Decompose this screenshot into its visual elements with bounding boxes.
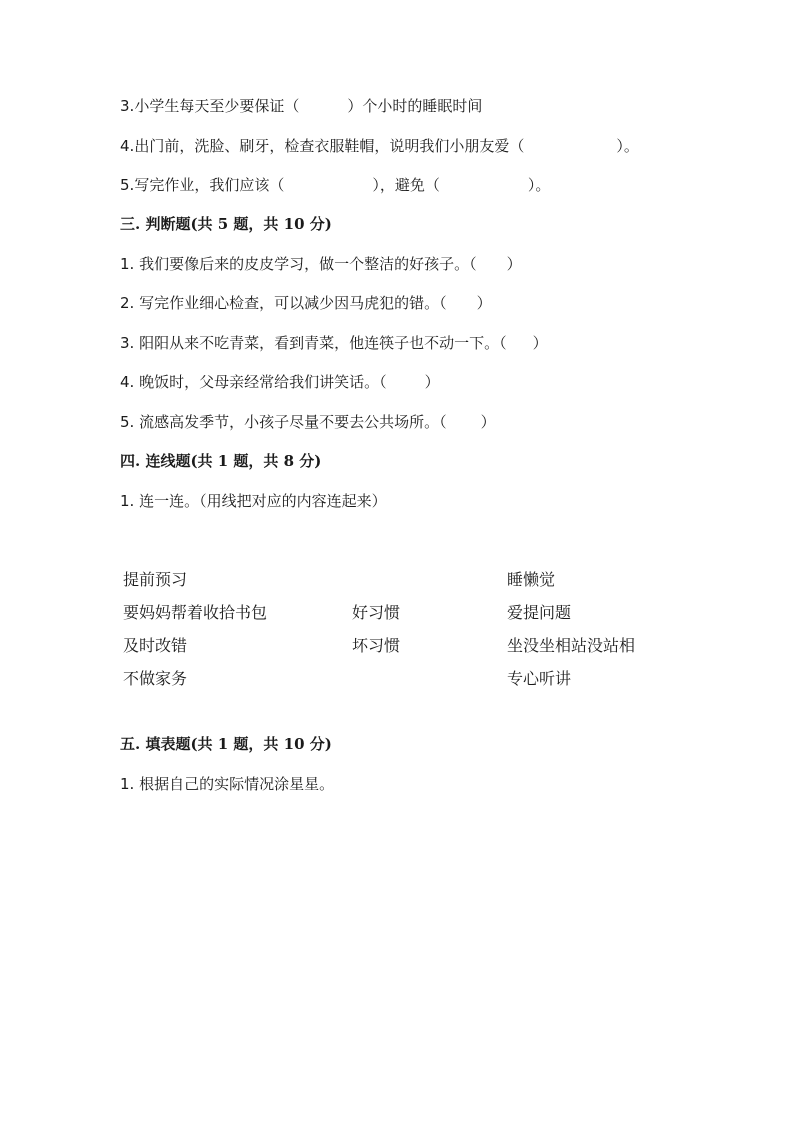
match-right-4[interactable]: 专心听讲	[507, 669, 572, 688]
item-text: 1. 我们要像后来的皮皮学习，做一个整洁的好孩子。（	[120, 255, 477, 273]
section-heading-matching: 四. 连线题(共 1 题，共 8 分)	[120, 452, 322, 470]
item-text: 写完作业，我们应该（	[134, 176, 285, 194]
close-paren: ）	[506, 255, 522, 273]
close-paren: ）	[480, 413, 496, 431]
item-text: ）。	[527, 176, 551, 194]
item-text: 2. 写完作业细心检查，可以减少因马虎犯的错。（	[120, 294, 447, 312]
item-number: 3.	[120, 97, 135, 115]
item-text: 小学生每天至少要保证（	[134, 97, 300, 115]
item-number: 5.	[120, 176, 135, 194]
item-text: ）。	[616, 137, 639, 155]
item-text: ）个小时的睡眠时间	[347, 97, 483, 115]
match-right-3[interactable]: 坐没坐相站没站相	[507, 636, 636, 655]
match-right-1[interactable]: 睡懒觉	[507, 570, 556, 589]
match-left-3[interactable]: 及时改错	[123, 636, 188, 655]
item-text: 4. 晚饭时，父母亲经常给我们讲笑话。（	[120, 373, 387, 391]
match-left-1[interactable]: 提前预习	[123, 570, 188, 589]
match-middle-good-habit[interactable]: 好习惯	[352, 603, 401, 622]
fill-item-4	[120, 136, 639, 156]
close-paren: ）	[424, 373, 440, 391]
match-right-2[interactable]: 爱提问题	[507, 603, 572, 622]
match-left-4[interactable]: 不做家务	[123, 669, 188, 688]
item-number: 4.	[120, 137, 135, 155]
item-text: ），避免（	[372, 176, 440, 194]
judgment-item-5	[120, 412, 496, 432]
match-middle-bad-habit[interactable]: 坏习惯	[352, 636, 401, 655]
fill-item-3	[120, 96, 482, 116]
table-instruction: 1. 根据自己的实际情况涂星星。	[120, 775, 335, 793]
close-paren: ）	[532, 334, 548, 352]
fill-item-5	[120, 175, 550, 195]
item-text: 出门前，洗脸、刷牙，检查衣服鞋帽，说明我们小朋友爱（	[134, 137, 525, 155]
match-left-2[interactable]: 要妈妈帮着收拾书包	[123, 603, 268, 622]
section-heading-table: 五. 填表题(共 1 题，共 10 分)	[120, 735, 332, 753]
item-text: 3. 阳阳从来不吃青菜，看到青菜，他连筷子也不动一下。（	[120, 334, 507, 352]
judgment-item-2	[120, 293, 492, 313]
close-paren: ）	[476, 294, 492, 312]
judgment-item-1	[120, 254, 522, 274]
section-heading-judgment: 三. 判断题(共 5 题，共 10 分)	[120, 215, 332, 233]
matching-instruction: 1. 连一连。（用线把对应的内容连起来）	[120, 492, 387, 510]
judgment-item-3	[120, 333, 548, 353]
item-text: 5. 流感高发季节，小孩子尽量不要去公共场所。（	[120, 413, 447, 431]
judgment-item-4	[120, 372, 440, 392]
